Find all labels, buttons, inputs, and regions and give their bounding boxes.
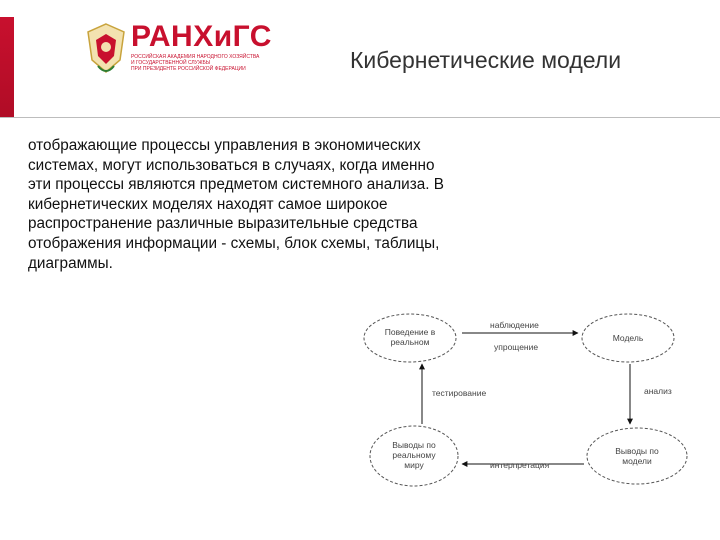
node-real-conclusions-label: миру	[404, 460, 424, 470]
node-behavior	[364, 314, 456, 362]
node-behavior-label: Поведение в	[384, 327, 436, 337]
edge-simplification	[494, 342, 538, 352]
edge-observation	[462, 320, 578, 333]
node-real-conclusions	[370, 426, 458, 486]
logo-subtitle-line: ПРИ ПРЕЗИДЕНТЕ РОССИЙСКОЙ ФЕДЕРАЦИИ	[131, 66, 246, 72]
node-model-conclusions-label: модели	[622, 456, 652, 466]
cybernetic-model-diagram	[362, 308, 698, 490]
logo-subtitle	[131, 54, 260, 72]
node-real-conclusions-label: Выводы по	[392, 440, 436, 450]
slide-title: Кибернетические модели	[350, 47, 622, 73]
edge-testing	[422, 364, 486, 424]
body-text: отображающие процессы управления в экономических системах, могут использоваться в случаях, когда именно эти процессы являются предметом системного анализа. В кибернетических моделях находят самое широкое распространение различные выразительные средства отображения информации - схемы, блок схемы, таблицы, диаграммы.	[28, 137, 444, 272]
logo-name: РАНХиГС	[131, 20, 272, 53]
emblem-icon	[84, 20, 128, 76]
logo-subtitle-line: РОССИЙСКАЯ АКАДЕМИЯ НАРОДНОГО ХОЗЯЙСТВА	[131, 54, 260, 60]
node-model-label: Модель	[612, 333, 644, 343]
edge-interpretation	[462, 460, 584, 470]
ranepa-logo	[84, 20, 272, 76]
edge-observation-label: наблюдение	[490, 320, 539, 330]
edge-simplification-label: упрощение	[494, 342, 539, 352]
node-real-conclusions-label: реальному	[392, 450, 436, 460]
edge-interpretation-label: интерпретация	[490, 460, 550, 470]
node-model-conclusions-label: Выводы по	[615, 446, 659, 456]
accent-bar	[0, 17, 14, 117]
edge-testing-label: тестирование	[432, 388, 487, 398]
logo-subtitle-line: И ГОСУДАРСТВЕННОЙ СЛУЖБЫ	[131, 60, 211, 66]
node-model	[582, 314, 674, 362]
edge-analysis	[630, 364, 672, 424]
node-behavior-label: реальном	[390, 337, 430, 347]
node-model-conclusions	[587, 428, 687, 484]
header-divider	[0, 117, 720, 118]
edge-analysis-label: анализ	[644, 386, 672, 396]
